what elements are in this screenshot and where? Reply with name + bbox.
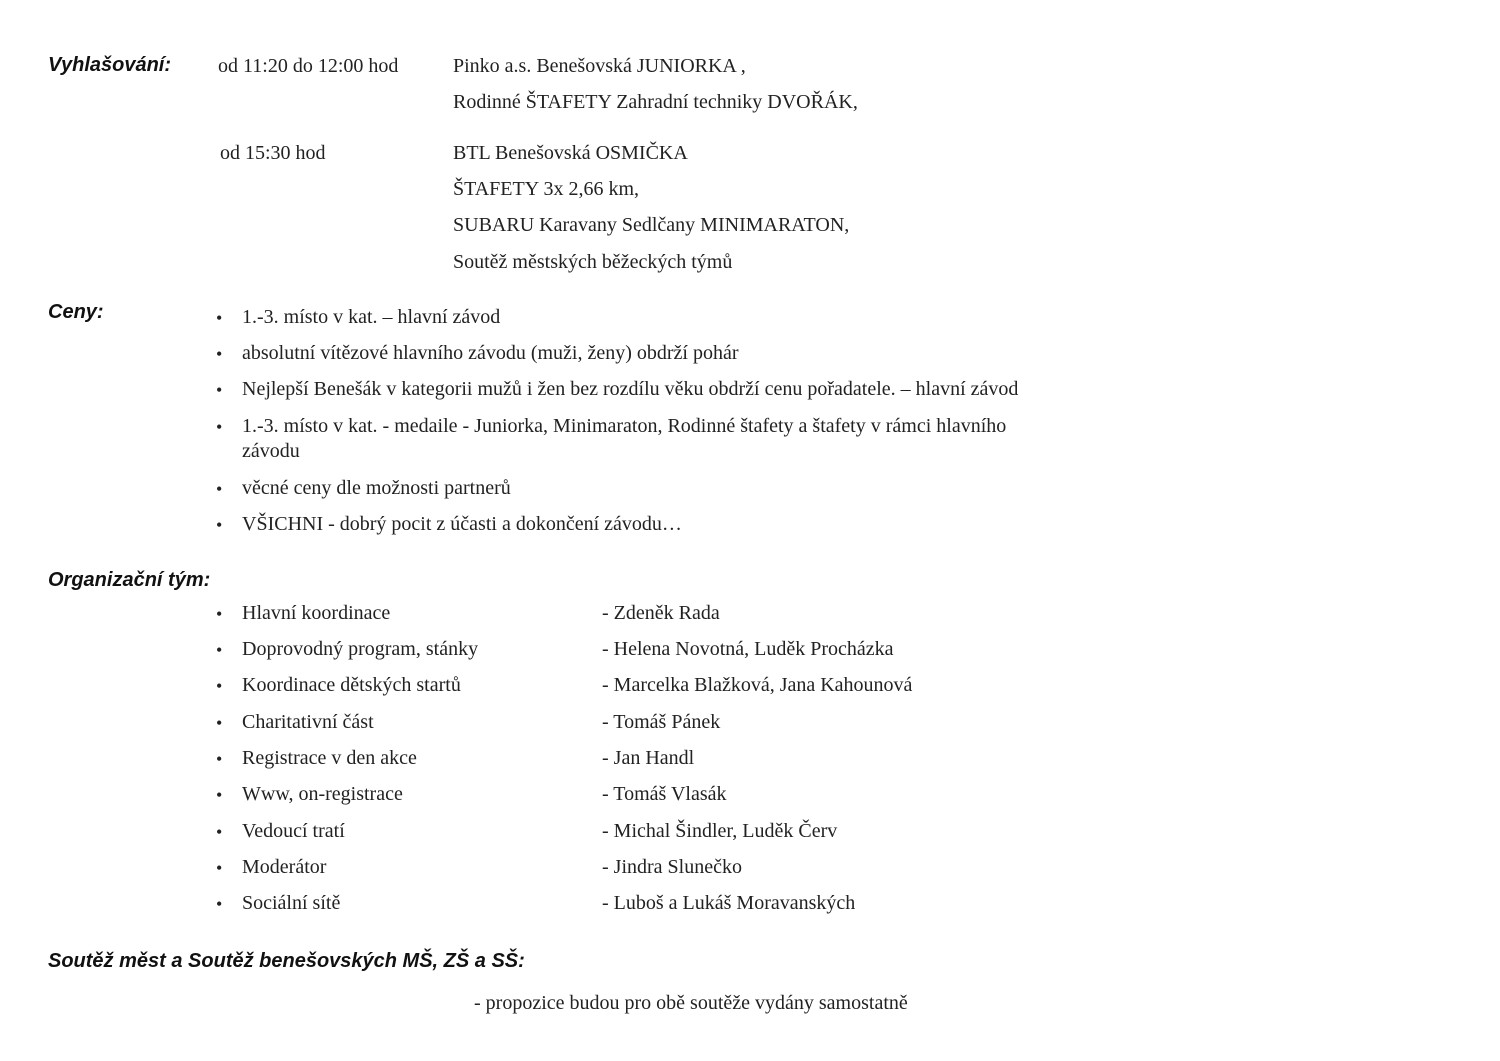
- bullet-icon: •: [216, 417, 223, 437]
- prizes-heading: Ceny:: [48, 301, 104, 323]
- announcement-time-1: od 11:20 do 12:00 hod: [218, 55, 399, 77]
- team-member-name: - Tomáš Pánek: [602, 711, 721, 733]
- team-role: Doprovodný program, stánky: [242, 638, 479, 660]
- bullet-icon: •: [216, 749, 223, 769]
- team-role: Registrace v den akce: [242, 747, 417, 769]
- prize-item: 1.-3. místo v kat. - medaile - Juniorka, Minimaraton, Rodinné štafety a štafety v rámci hlavního: [242, 415, 1007, 437]
- team-member-name: - Jan Handl: [602, 747, 695, 769]
- bullet-icon: •: [216, 604, 223, 624]
- prize-item: věcné ceny dle možnosti partnerů: [242, 477, 511, 499]
- prize-item: absolutní vítězové hlavního závodu (muži, ženy) obdrží pohár: [242, 342, 739, 364]
- team-role: Charitativní část: [242, 711, 374, 733]
- bullet-icon: •: [216, 894, 223, 914]
- prize-item-continuation: závodu: [242, 440, 300, 462]
- team-heading: Organizační tým:: [48, 569, 211, 591]
- team-member-name: - Jindra Slunečko: [602, 856, 742, 878]
- team-role: Hlavní koordinace: [242, 602, 391, 624]
- announcement-item: Pinko a.s. Benešovská JUNIORKA ,: [453, 55, 746, 77]
- team-role: Koordinace dětských startů: [242, 674, 461, 696]
- bullet-icon: •: [216, 344, 223, 364]
- announcement-time-2: od 15:30 hod: [220, 142, 326, 164]
- bullet-icon: •: [216, 308, 223, 328]
- team-member-name: - Helena Novotná, Luděk Procházka: [602, 638, 894, 660]
- announcement-item: ŠTAFETY 3x 2,66 km,: [453, 178, 639, 200]
- team-member-name: - Michal Šindler, Luděk Červ: [602, 820, 838, 842]
- prize-item: 1.-3. místo v kat. – hlavní závod: [242, 306, 501, 328]
- competition-note: - propozice budou pro obě soutěže vydány samostatně: [474, 992, 908, 1014]
- team-role: Www, on-registrace: [242, 783, 403, 805]
- bullet-icon: •: [216, 713, 223, 733]
- bullet-icon: •: [216, 785, 223, 805]
- prize-item: Nejlepší Benešák v kategorii mužů i žen bez rozdílu věku obdrží cenu pořadatele. – hlavní závod: [242, 378, 1019, 400]
- bullet-icon: •: [216, 676, 223, 696]
- team-role: Sociální sítě: [242, 892, 341, 914]
- announcement-item: SUBARU Karavany Sedlčany MINIMARATON,: [453, 214, 850, 236]
- bullet-icon: •: [216, 640, 223, 660]
- announcement-item: BTL Benešovská OSMIČKA: [453, 142, 688, 164]
- prize-item: VŠICHNI - dobrý pocit z účasti a dokončení závodu…: [242, 513, 682, 535]
- team-member-name: - Luboš a Lukáš Moravanských: [602, 892, 856, 914]
- bullet-icon: •: [216, 479, 223, 499]
- announcement-item: Soutěž městských běžeckých týmů: [453, 251, 733, 273]
- bullet-icon: •: [216, 858, 223, 878]
- team-role: Vedoucí tratí: [242, 820, 345, 842]
- bullet-icon: •: [216, 380, 223, 400]
- team-member-name: - Tomáš Vlasák: [602, 783, 727, 805]
- competition-heading: Soutěž měst a Soutěž benešovských MŠ, ZŠ a SŠ:: [48, 950, 525, 972]
- announcement-heading: Vyhlašování:: [48, 54, 172, 76]
- team-role: Moderátor: [242, 856, 327, 878]
- announcement-item: Rodinné ŠTAFETY Zahradní techniky DVOŘÁK,: [453, 91, 858, 113]
- team-member-name: - Zdeněk Rada: [602, 602, 720, 624]
- team-member-name: - Marcelka Blažková, Jana Kahounová: [602, 674, 913, 696]
- bullet-icon: •: [216, 515, 223, 535]
- bullet-icon: •: [216, 822, 223, 842]
